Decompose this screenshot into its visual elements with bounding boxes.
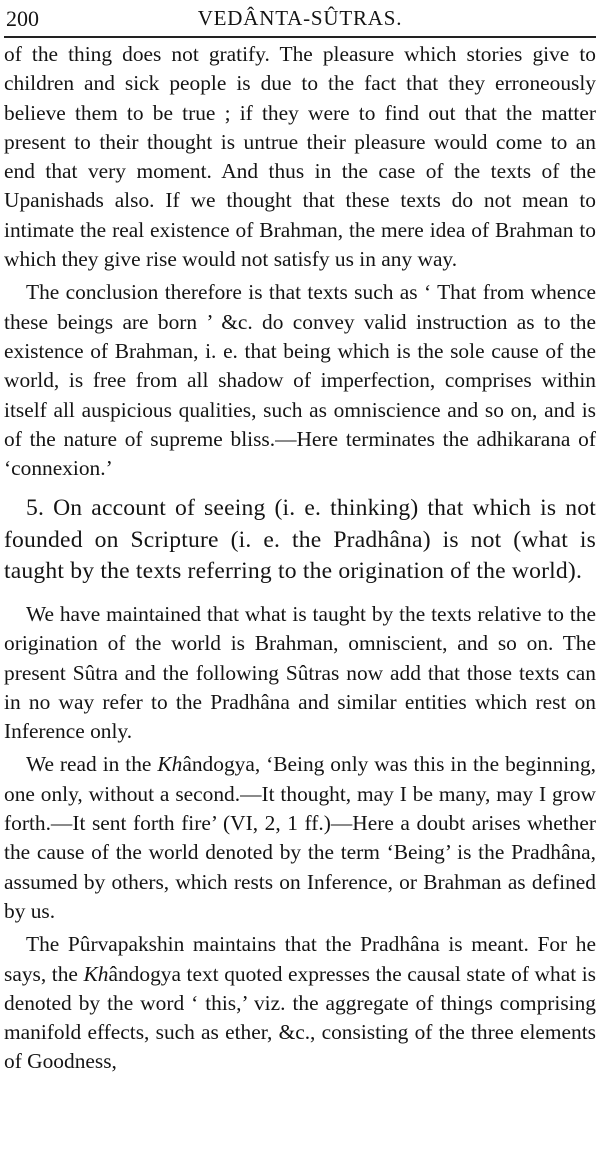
paragraph-conclusion: The conclusion therefore is that texts such as ‘ That from whence these beings are born ’ &c. do convey valid instruction as to the existence of Brahman, i. e. that being which is the sole cause of the world, is free from all shadow of imperfection, comprises within itself all auspicious qualities, such as omniscience and so on, and is of the nature of supreme bliss.—Here terminates the adhikarana of ‘connexion.’ bbox=[4, 280, 596, 481]
text-segment: ândogya, ‘Being only was this in the beginning, one only, without a second.—It thought, may I be many, may I grow forth.—It sent forth fire’ (VI, 2, 1 ff.)—Here a doubt arises whether the cause of the world denoted by the term ‘Being’ is the Pradhâna, assumed by others, which rests on Inference, or Brahman as defined by us. bbox=[4, 752, 596, 923]
text-segment: The Pûrvapakshin maintains that the Pradhâna is meant. For he says, the bbox=[4, 932, 596, 986]
text-segment: We read in the bbox=[26, 752, 158, 777]
italic-kh: Kh bbox=[157, 752, 183, 777]
sutra-heading: 5. On account of seeing (i. e. thinking) that which is not founded on Scripture (i. e. the Pradhâna) is not (what is taught by the texts referring to the origination of the world). bbox=[4, 495, 596, 585]
italic-kh: Kh bbox=[83, 961, 109, 986]
running-title: VEDÂNTA-SÛTRAS. bbox=[197, 6, 403, 30]
paragraph-continued: of the thing does not gratify. The pleasure which stories give to children and sick people is due to the fact that they erroneously believe them to be true ; if they were to find out that the matter present to their thought is untrue their pleasure would come to an end that very moment. And thus in the case of the texts of the Upanishads also. If we thought that these texts do not mean to intimate the real existence of Brahman, the mere idea of Brahman to which they give rise would not satisfy us in any way. bbox=[4, 42, 596, 272]
paragraph-commentary: We have maintained that what is taught by the texts relative to the origination of the world is Brahman, omniscient, and so on. The present Sûtra and the following Sûtras now add that those texts can in no way refer to the Pradhâna and similar entities which rest on Inference only. bbox=[4, 601, 596, 744]
page-body bbox=[4, 40, 596, 1077]
text-segment: ândogya text quoted expresses the causal state of what is denoted by the word ‘ this,’ viz. the aggregate of things comprising manifold effects, such as ether, &c., consisting of the three elements of Goodness, bbox=[4, 961, 596, 1074]
page-header bbox=[4, 0, 596, 38]
paragraph-khandogya-quote bbox=[4, 750, 596, 926]
page-number: 200 bbox=[6, 6, 39, 31]
paragraph-purvapakshin bbox=[4, 930, 596, 1076]
